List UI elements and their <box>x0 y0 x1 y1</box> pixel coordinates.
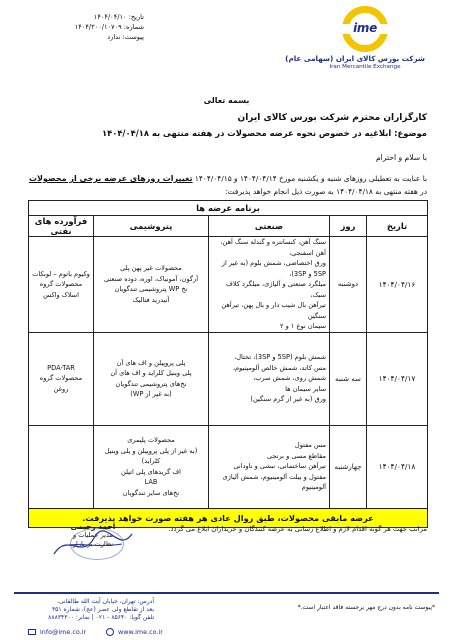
petro-line: محصولات غیر پهن پلی <box>120 264 182 273</box>
industrial-line: تیرآهن ساختمانی، نبشی و ناودانی <box>233 462 326 471</box>
footer-website[interactable]: www.ime.co.ir <box>118 628 163 636</box>
table-row <box>29 425 428 508</box>
row-petrochemical <box>94 237 209 333</box>
petro-line: LAB <box>144 478 158 486</box>
petro-line: نخ‌های سایر تندگویان <box>122 488 180 497</box>
refinery-line: اسلاک واکس <box>43 290 79 299</box>
letter-attachment: پیوست: ندارد <box>107 33 144 41</box>
address-line: بعد از تقاطع ولی عصر (عج)، شماره ۳۵۱ <box>51 606 154 614</box>
signatory-title-2: نظارت بر بازار <box>72 540 114 548</box>
col-day: روز <box>330 216 367 237</box>
footer-note: *پیوست نامه بدون درج مهر برجسته فاقد اعتبار است.* <box>297 604 435 611</box>
industrial-line: مس مفتول <box>294 441 326 450</box>
petro-line: آرگون، آمونیاک، اوره، دوده صنعتی <box>103 274 199 283</box>
phone-line: تلفن گویا: ۸۵۶۴۰ - ۰۲۱ | نمابر: ۸۸۸۳۴۳۰۰ <box>48 614 154 622</box>
footer-address <box>14 598 154 623</box>
row-industrial <box>209 332 330 425</box>
globe-icon <box>106 628 114 636</box>
row-refinery <box>29 425 94 508</box>
refinery-line: وکیوم باتوم – لوبکات <box>32 269 90 278</box>
ime-logo-icon <box>342 6 388 52</box>
row-date: ۱۴۰۴/۰۴/۱۷ <box>367 332 428 425</box>
industrial-line: مقاطع مسی و برنجی <box>266 451 326 460</box>
closing-paragraph <box>167 524 427 535</box>
petro-line: محصولات پلیمری <box>127 436 175 444</box>
letter-number: شماره: ۱۴۰۴/۳۰۰/۱۰۷۰۹ <box>74 23 144 31</box>
industrial-line: تیرآهن بال شیب دار و بال پهن، تیرآهن سنگین <box>221 301 326 320</box>
row-date: ۱۴۰۴/۰۴/۱۶ <box>367 237 428 333</box>
email-icon <box>28 629 36 635</box>
intro-highlight: تغییرات روزهای عرضه برخی از محصولات <box>28 174 193 183</box>
table-caption: برنامه عرضه ها <box>29 201 428 216</box>
col-date: تاریخ <box>367 216 428 237</box>
petro-line: (به غیر از پلی پروپیلن و پلی وینیل کلراید) <box>104 446 198 465</box>
industrial-line: سایر سیمان ها <box>285 384 326 393</box>
table-row <box>29 237 428 333</box>
row-petrochemical <box>94 425 209 508</box>
letter-meta <box>14 12 144 42</box>
petro-line: آنیدرید فتالیک <box>132 295 170 304</box>
col-refinery: فرآورده های نفتی <box>29 216 94 237</box>
row-date: ۱۴۰۴/۰۴/۱۸ <box>367 425 428 508</box>
signatory-title-1: مدیر عملیات و <box>73 531 113 539</box>
letter-footer <box>14 592 439 626</box>
intro-text-3: در هفته منتهی به ۱۴۰۴/۰۴/۱۸ به صورت ذیل انجام خواهد پذیرفت: <box>225 187 427 196</box>
industrial-line: شمش روی، شمش سرب، <box>253 374 326 383</box>
petro-line: نخ‌های پتروشیمی تندگویان <box>115 379 187 388</box>
signatory-name: احمد رحیمی <box>70 522 116 531</box>
table-footnote: عرضه مابقی محصولات، طبق روال عادی هر هفته صورت خواهد پذیرفت. <box>29 508 428 527</box>
intro-text-1: با عنایت به تعطیلی روزهای شنبه و یکشنبه مورخ ۱۴۰۴/۰۴/۱۴ و ۱۴۰۴/۰۴/۱۵ <box>194 174 427 183</box>
petro-line: اف گریدهای پلی اتیلن <box>120 467 182 476</box>
row-petrochemical <box>94 332 209 425</box>
table-header-row <box>29 216 428 237</box>
table-row <box>29 332 428 425</box>
salutation: بسمه تعالی <box>203 96 250 105</box>
intro-paragraph <box>22 172 427 198</box>
subject-line: موضوع: ابلاغیه در خصوص نحوه عرضه محصولات در هفته منتهی به ۱۴۰۴/۰۴/۱۸ <box>101 128 427 138</box>
industrial-line: مفتول و بیلت آلومینیوم، شمش آلیاژی آلومینیوم <box>222 472 326 492</box>
row-day: چهارشنبه <box>330 425 367 508</box>
refinery-line: PDA-TAR <box>47 363 75 372</box>
ime-logo <box>285 6 425 70</box>
col-industrial: صنعتی <box>209 216 330 237</box>
signature-scribble-icon <box>48 524 138 564</box>
petro-line: پلی وینیل کلراید و اف های آن <box>110 369 192 377</box>
industrial-line: شمش بلوم (5SP و 3SP)، تختال، <box>234 353 326 362</box>
industrial-line: مس کاتد، شمش خالص آلومینیوم، <box>232 363 326 372</box>
letter-date: تاریخ: ۱۴۰۴/۰۴/۱۰ <box>93 13 144 21</box>
closing-line: مراتب جهت هر گونه اقدام لازم و اطلاع رسانی به عرضه کنندگان و خریداران ابلاغ می گردد. <box>168 525 427 533</box>
col-petrochemical: پتروشیمی <box>94 216 209 237</box>
refinery-line: محصولات گروه <box>39 280 83 288</box>
address-line: آدرس: تهران، خیابان آیت الله طالقانی، <box>57 598 154 605</box>
row-refinery <box>29 332 94 425</box>
row-day: سه شنبه <box>330 332 367 425</box>
addressee: کارگزاران محترم شرکت بورس کالای ایران <box>237 113 427 123</box>
industrial-line: میلگرد صنعتی و آلیاژی، میلگرد کلاف سبک، <box>226 280 326 299</box>
industrial-line: سنگ آهن، کنسانتره و گندله سنگ آهن، آهن اسفنجی، <box>220 238 326 257</box>
petro-line: (به غیر از WP) <box>130 390 172 398</box>
industrial-line: ورق (به غیر از گرم سنگین) <box>250 395 326 404</box>
row-refinery <box>29 237 94 333</box>
company-name-en: Iran Mercantile Exchange <box>329 64 401 70</box>
logo-mark-text: ime <box>353 21 377 35</box>
petro-line: نخ WP پتروشیمی تندگویان <box>114 285 188 294</box>
refinery-line: محصولات گروه روغن <box>39 374 83 393</box>
row-day: دوشنبه <box>330 237 367 333</box>
row-industrial <box>209 237 330 333</box>
petro-line: پلی پروپیلن و اف های آن <box>116 358 186 367</box>
footer-email[interactable]: info@ime.co.ir <box>40 628 87 636</box>
offering-schedule-table <box>28 200 428 528</box>
row-industrial <box>209 425 330 508</box>
footer-contact <box>0 628 453 640</box>
industrial-line: ورق اختصاصی، شمش بلوم (به غیر از 5SP و 3SP)، <box>221 259 326 278</box>
company-name-fa: شرکت بورس کالای ایران (سهامی عام) <box>285 54 425 63</box>
greeting: با سلام و احترام <box>375 153 427 162</box>
industrial-line: سیمان نوع ۱ و ۲ <box>279 322 326 330</box>
